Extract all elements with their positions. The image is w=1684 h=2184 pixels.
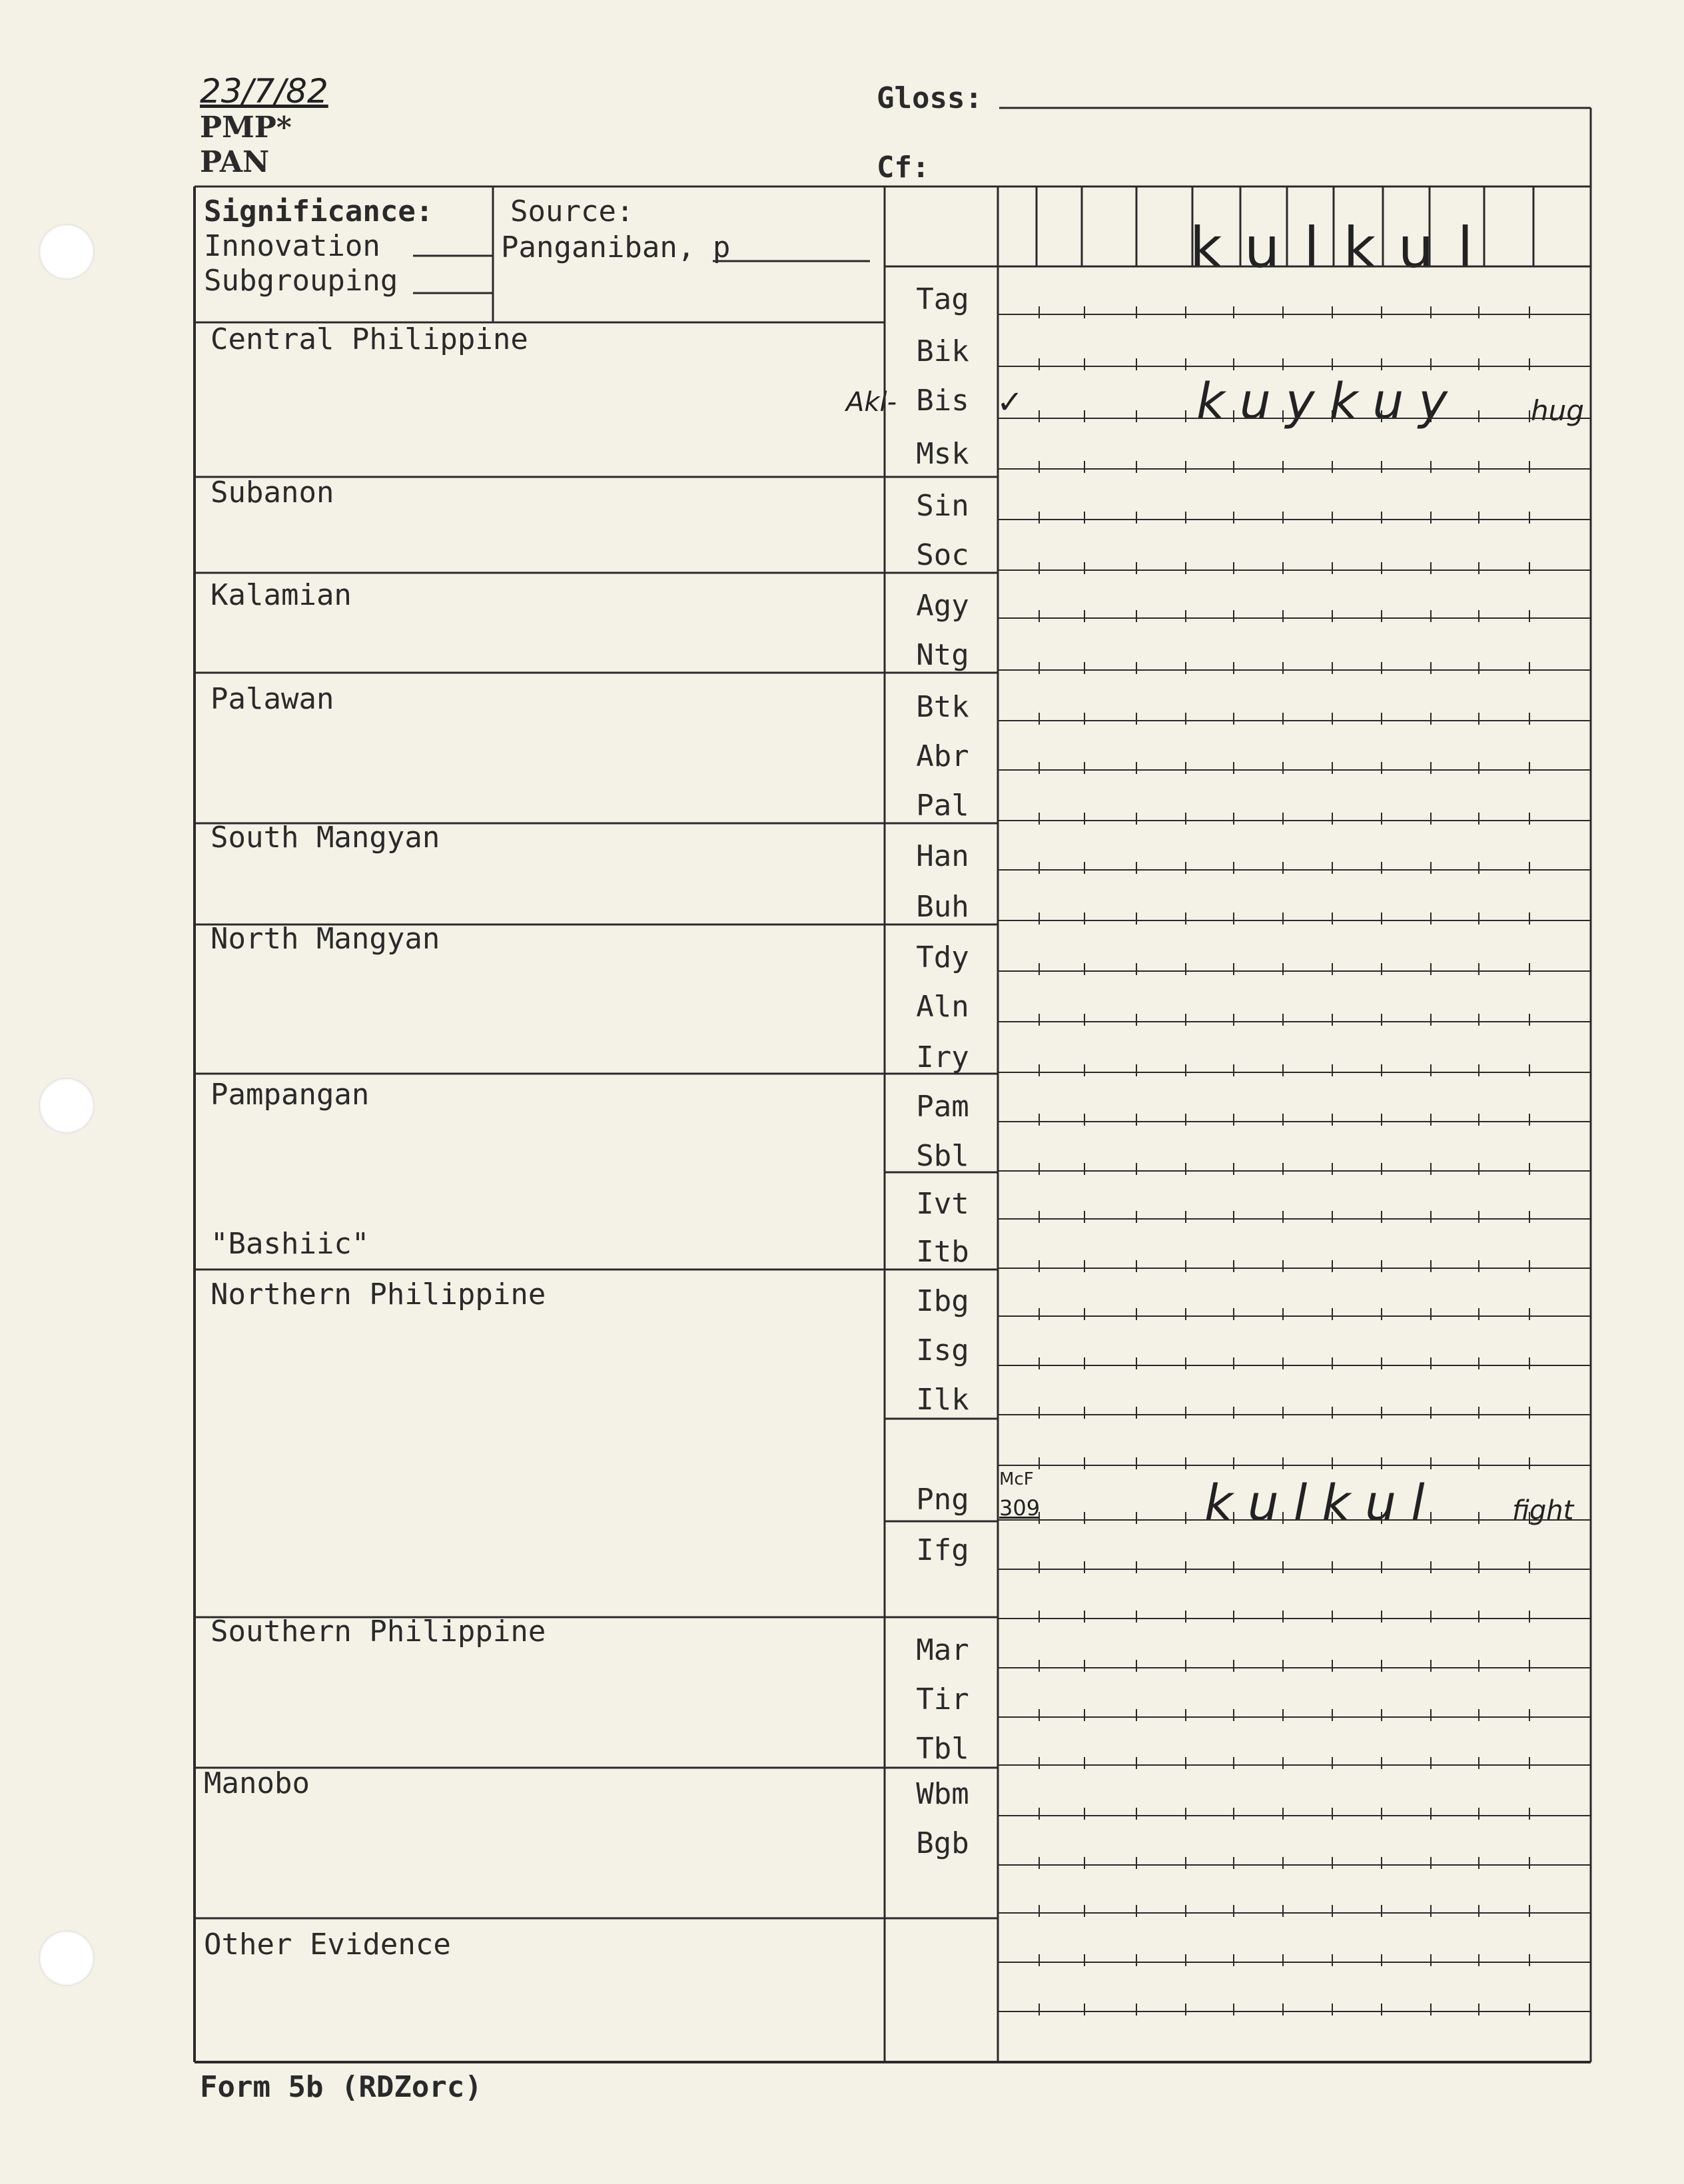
- innovation-label: Innovation: [204, 229, 380, 263]
- lang-itb: Itb: [916, 1235, 969, 1269]
- lang-tdy: Tdy: [916, 940, 969, 974]
- lang-soc: Soc: [916, 538, 969, 572]
- lang-iry: Iry: [916, 1040, 969, 1074]
- entry-akl-check: ✓: [997, 384, 1024, 421]
- lang-abr: Abr: [916, 739, 969, 773]
- lang-ibg: Ibg: [916, 1284, 969, 1318]
- form-label: Form 5b (RDZorc): [200, 2070, 482, 2104]
- lang-ivt: Ivt: [916, 1187, 969, 1221]
- source-value: Panganiban, p: [501, 230, 731, 264]
- entry-akl-form: kuykuy: [1196, 373, 1463, 430]
- lang-ifg: Ifg: [916, 1533, 969, 1567]
- lang-pam: Pam: [916, 1090, 969, 1124]
- lang-buh: Buh: [916, 890, 969, 924]
- entry-png-gloss: fight: [1512, 1495, 1574, 1526]
- lang-tir: Tir: [916, 1682, 969, 1716]
- group-central-philippine: Central Philippine: [210, 322, 528, 356]
- subgrouping-label: Subgrouping: [204, 264, 398, 298]
- group-subanon: Subanon: [210, 476, 334, 510]
- lang-sbl: Sbl: [916, 1139, 969, 1173]
- group-manobo: Manobo: [204, 1766, 310, 1800]
- lang-isg: Isg: [916, 1333, 969, 1367]
- lang-ilk: Ilk: [916, 1383, 969, 1417]
- lang-mar: Mar: [916, 1633, 969, 1667]
- lang-msk: Msk: [916, 437, 969, 471]
- lang-aln: Aln: [916, 990, 969, 1024]
- lang-bgb: Bgb: [916, 1826, 969, 1860]
- group-other-evidence: Other Evidence: [204, 1928, 451, 1962]
- lang-tbl: Tbl: [916, 1732, 969, 1766]
- group-kalamian: Kalamian: [210, 578, 352, 612]
- cf-label: Cf:: [877, 151, 930, 184]
- lang-btk: Btk: [916, 690, 969, 724]
- group-south-mangyan: South Mangyan: [210, 821, 440, 855]
- gloss-label: Gloss:: [877, 81, 983, 115]
- lang-tag: Tag: [916, 282, 969, 316]
- entry-png-ref-page: 309: [999, 1495, 1041, 1521]
- lang-wbm: Wbm: [916, 1777, 969, 1811]
- source-title: Source:: [510, 194, 634, 228]
- group-north-mangyan: North Mangyan: [210, 922, 440, 956]
- reconstruction-form: kulkul: [1190, 215, 1497, 280]
- lang-agy: Agy: [916, 589, 969, 623]
- entry-png-form: kulkul: [1204, 1475, 1440, 1532]
- entry-png-ref-source: McF: [999, 1469, 1034, 1489]
- lang-bik: Bik: [916, 334, 969, 368]
- date-handwritten: 23/7/82: [200, 72, 328, 111]
- entry-akl-prefix: Akl-: [846, 387, 897, 418]
- lang-png: Png: [916, 1483, 969, 1517]
- lang-pal: Pal: [916, 789, 969, 823]
- group-southern-philippine: Southern Philippine: [210, 1615, 546, 1648]
- entry-akl-gloss: hug: [1531, 394, 1584, 427]
- group-pampangan: Pampangan: [210, 1078, 370, 1112]
- group-northern-philippine: Northern Philippine: [210, 1277, 546, 1311]
- level-pan: PAN: [200, 145, 270, 179]
- lang-ntg: Ntg: [916, 638, 969, 672]
- group-bashiic: "Bashiic": [210, 1227, 370, 1261]
- group-palawan: Palawan: [210, 682, 334, 716]
- lang-han: Han: [916, 839, 969, 873]
- level-pmp: PMP*: [200, 111, 292, 145]
- lang-sin: Sin: [916, 489, 969, 523]
- significance-title: Significance:: [204, 194, 434, 228]
- lang-bis: Bis: [916, 384, 969, 418]
